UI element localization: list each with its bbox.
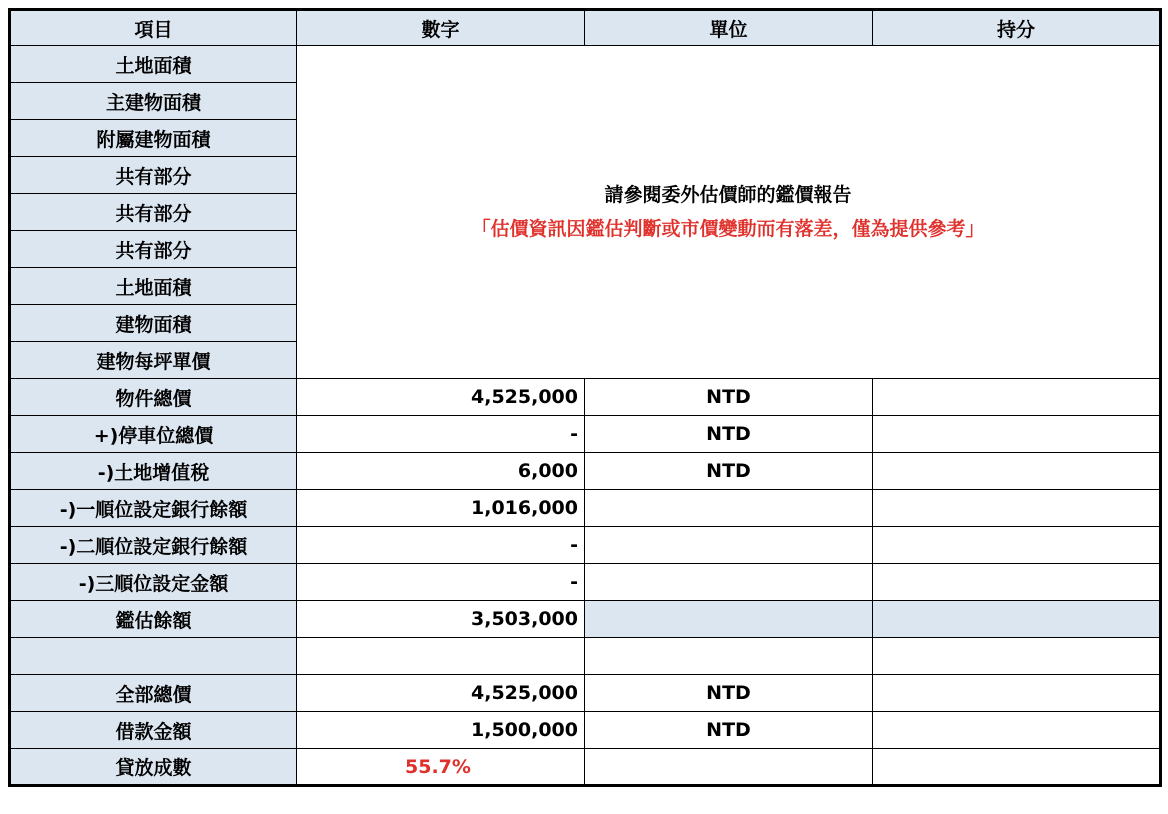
header-row: [10, 10, 1161, 46]
loan-label: 借款金額: [10, 712, 297, 749]
all-total-unit: NTD: [585, 675, 873, 712]
first-lien-unit: [585, 490, 873, 527]
header-item: 項目: [10, 10, 297, 46]
land-area-label: 土地面積: [10, 46, 297, 83]
first-lien-share: [873, 490, 1161, 527]
annex-building-area-label: 附屬建物面積: [10, 120, 297, 157]
land-tax-value: 6,000: [297, 453, 585, 490]
land-tax-label: -)土地增值稅: [10, 453, 297, 490]
table-row: [10, 416, 1161, 453]
second-lien-label: -)二順位設定銀行餘額: [10, 527, 297, 564]
table-row: [10, 46, 1161, 83]
total-price-value: 4,525,000: [297, 379, 585, 416]
parking-label: +)停車位總價: [10, 416, 297, 453]
all-total-share: [873, 675, 1161, 712]
appraisal-balance-value: 3,503,000: [297, 601, 585, 638]
parking-value: -: [297, 416, 585, 453]
common-part-label: 共有部分: [10, 231, 297, 268]
loan-unit: NTD: [585, 712, 873, 749]
table-row: [10, 712, 1161, 749]
total-price-label: 物件總價: [10, 379, 297, 416]
all-total-label: 全部總價: [10, 675, 297, 712]
second-lien-share: [873, 527, 1161, 564]
appraisal-balance-share: [873, 601, 1161, 638]
common-part-label: 共有部分: [10, 157, 297, 194]
valuation-table: [8, 8, 1162, 787]
land-area-label-2: 土地面積: [10, 268, 297, 305]
third-lien-share: [873, 564, 1161, 601]
header-unit: 單位: [585, 10, 873, 46]
parking-unit: NTD: [585, 416, 873, 453]
loan-share: [873, 712, 1161, 749]
table-row: [10, 564, 1161, 601]
table-row: [10, 675, 1161, 712]
blank-value: [297, 638, 585, 675]
table-row: [10, 453, 1161, 490]
table-row: [10, 749, 1161, 786]
ltv-value: 55.7%: [297, 749, 585, 786]
ltv-label: 貸放成數: [10, 749, 297, 786]
appraisal-disclaimer: 「估價資訊因鑑估判斷或市價變動而有落差，僅為提供參考」: [471, 218, 985, 240]
appraisal-balance-label: 鑑估餘額: [10, 601, 297, 638]
total-price-unit: NTD: [585, 379, 873, 416]
blank-share: [873, 638, 1161, 675]
table-row: [10, 527, 1161, 564]
header-share: 持分: [873, 10, 1161, 46]
second-lien-unit: [585, 527, 873, 564]
total-price-share: [873, 379, 1161, 416]
blank-row: [10, 638, 1161, 675]
third-lien-unit: [585, 564, 873, 601]
land-tax-share: [873, 453, 1161, 490]
table-row: [10, 601, 1161, 638]
price-per-ping-label: 建物每坪單價: [10, 342, 297, 379]
parking-share: [873, 416, 1161, 453]
table-row: [10, 490, 1161, 527]
first-lien-label: -)一順位設定銀行餘額: [10, 490, 297, 527]
ltv-share: [873, 749, 1161, 786]
blank-label: [10, 638, 297, 675]
blank-unit: [585, 638, 873, 675]
appraisal-balance-unit: [585, 601, 873, 638]
common-part-label: 共有部分: [10, 194, 297, 231]
land-tax-unit: NTD: [585, 453, 873, 490]
table-row: [10, 379, 1161, 416]
building-area-label: 建物面積: [10, 305, 297, 342]
third-lien-value: -: [297, 564, 585, 601]
all-total-value: 4,525,000: [297, 675, 585, 712]
header-number: 數字: [297, 10, 585, 46]
appraisal-note: [297, 46, 1161, 379]
first-lien-value: 1,016,000: [297, 490, 585, 527]
appraisal-note-text: 請參閱委外估價師的鑑價報告: [604, 184, 852, 206]
loan-value: 1,500,000: [297, 712, 585, 749]
third-lien-label: -)三順位設定金額: [10, 564, 297, 601]
second-lien-value: -: [297, 527, 585, 564]
ltv-unit: [585, 749, 873, 786]
main-building-area-label: 主建物面積: [10, 83, 297, 120]
